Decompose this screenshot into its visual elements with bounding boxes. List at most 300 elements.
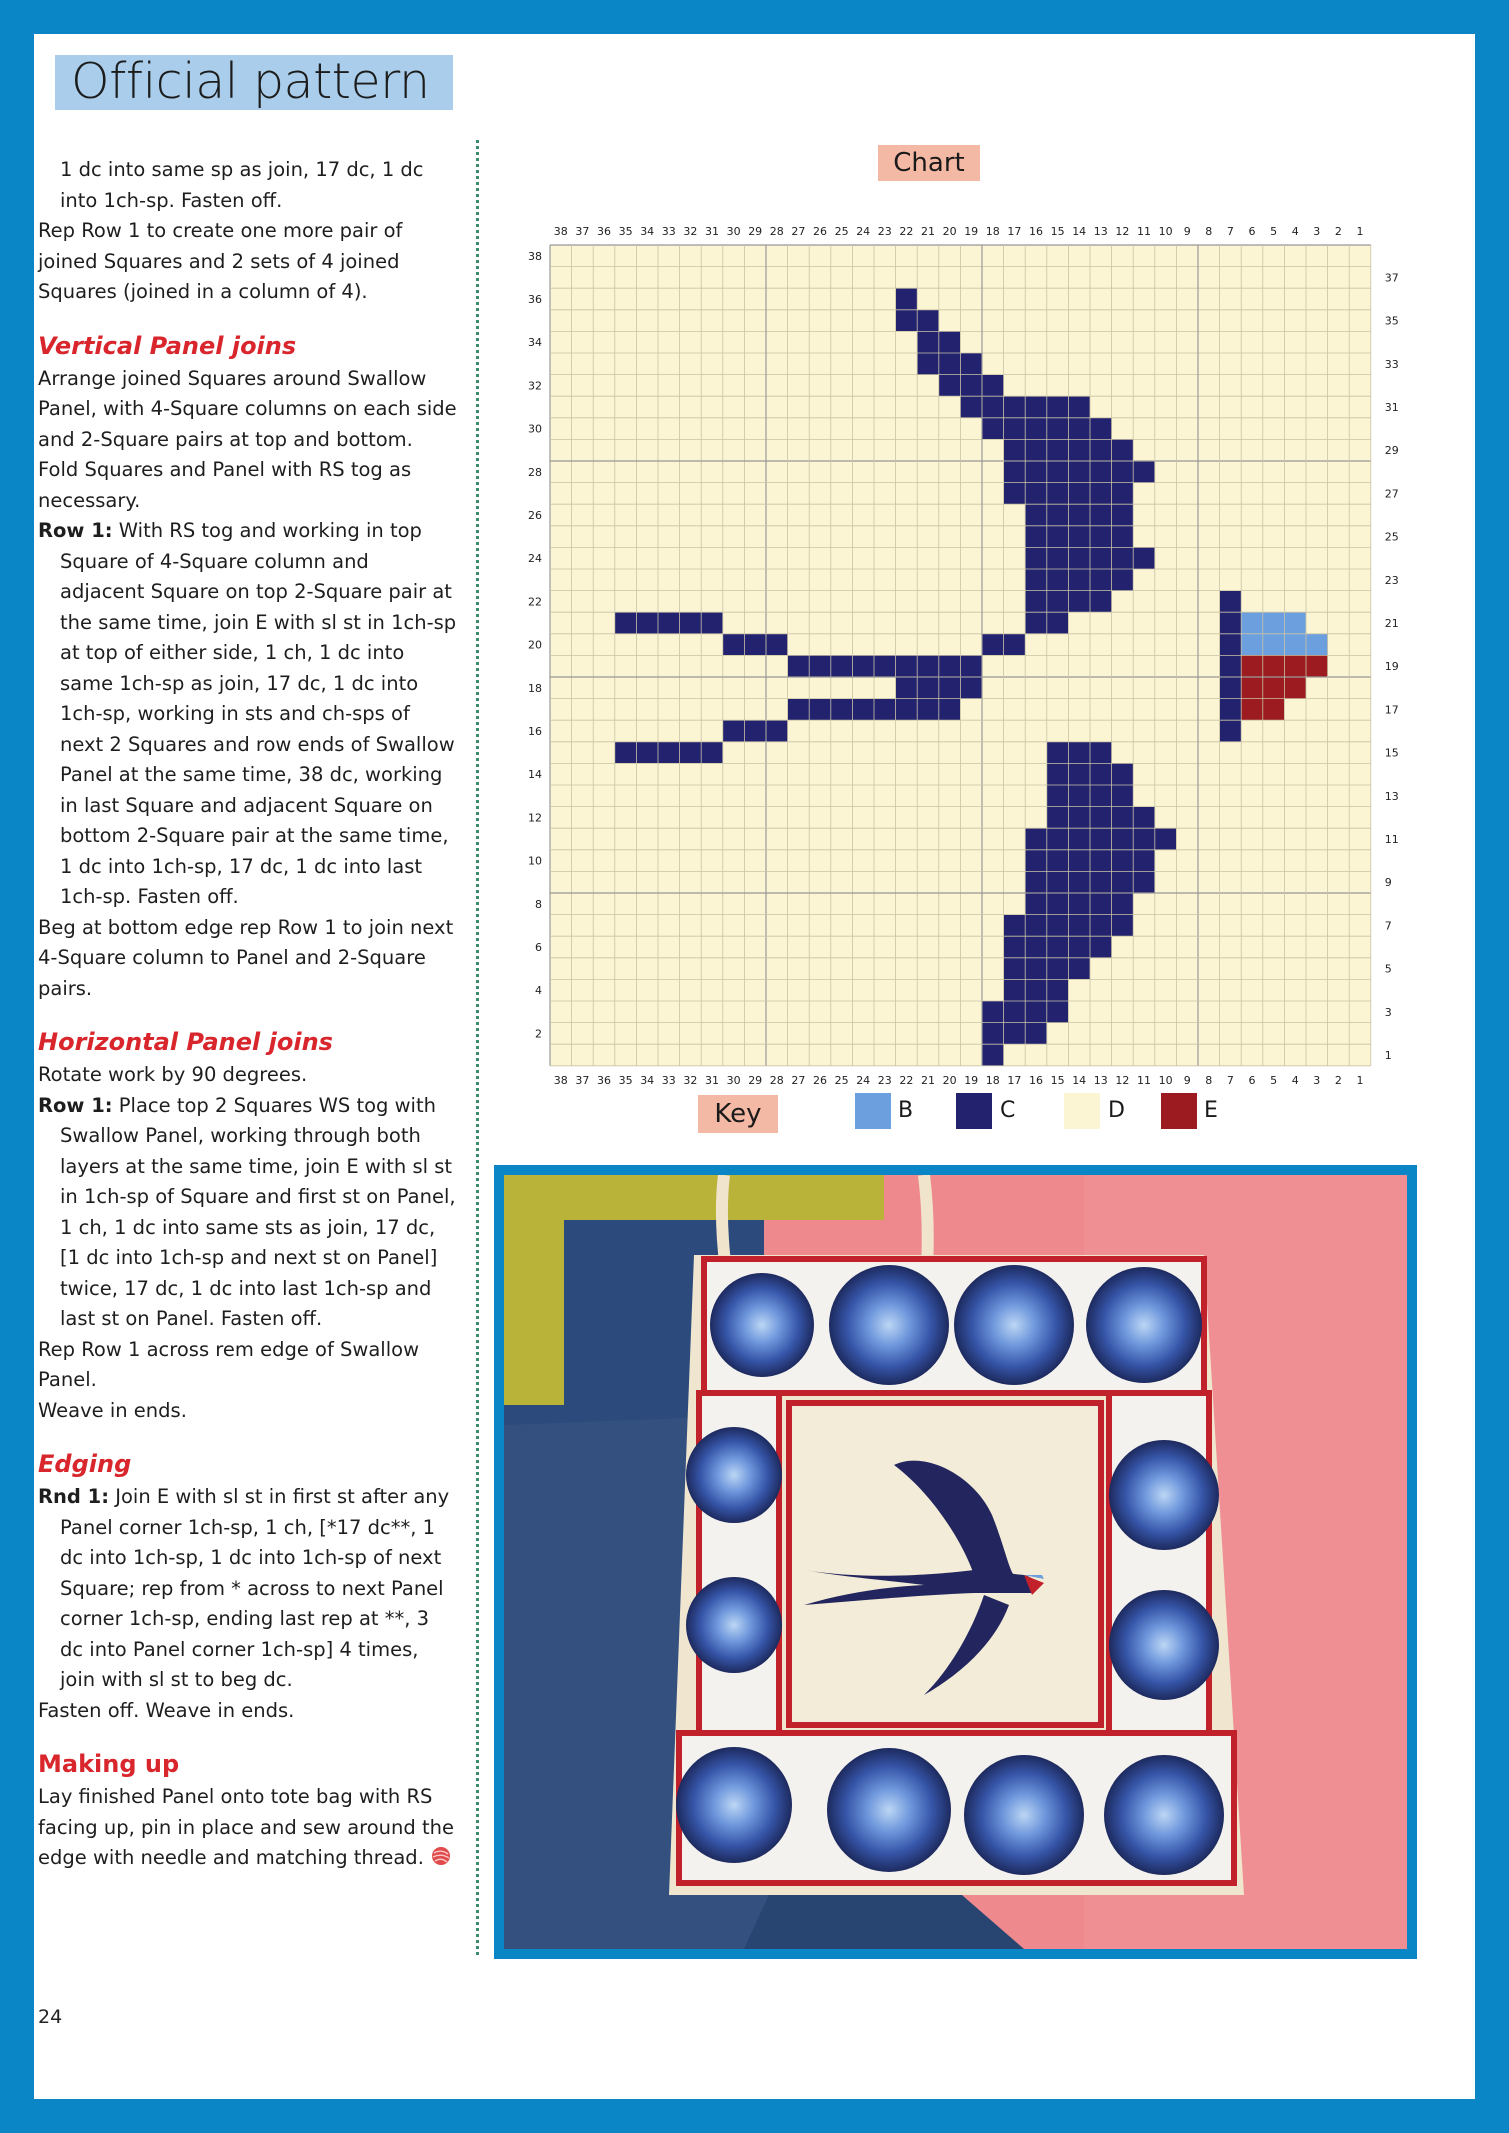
chart-cell-c <box>1004 396 1026 418</box>
chart-cell-c <box>874 655 896 677</box>
chart-cell-c <box>1004 936 1026 958</box>
yarn-ball-icon <box>430 1845 452 1867</box>
chart-cell-c <box>615 612 637 634</box>
chart-col-label-bottom: 1 <box>1356 1073 1364 1087</box>
chart-cell-c <box>1068 461 1090 483</box>
chart-cell-c <box>1090 504 1112 526</box>
chart-cell-c <box>1090 591 1112 613</box>
chart-row-label-right: 21 <box>1384 617 1399 630</box>
chart-col-label-top: 33 <box>661 225 676 238</box>
chart-row-label-right: 15 <box>1384 746 1399 760</box>
key-letter-b: B <box>898 1098 914 1123</box>
chart-cell-e <box>1241 677 1263 699</box>
chart-col-label-top: 38 <box>553 225 568 238</box>
chart-cell-c <box>1220 591 1242 613</box>
chart-cell-c <box>1025 569 1047 591</box>
key-swatch-c <box>956 1093 992 1129</box>
chart-cell-b <box>1241 612 1263 634</box>
chart-col-label-top: 15 <box>1050 225 1065 238</box>
chart-cell-c <box>1047 504 1069 526</box>
chart-cell-c <box>1220 677 1242 699</box>
chart-cell-c <box>1004 461 1026 483</box>
chart-cell-c <box>1112 461 1134 483</box>
chart-cell-c <box>1133 871 1155 893</box>
chart-row-label-left: 38 <box>528 249 542 263</box>
chart-cell-c <box>1025 871 1047 893</box>
row-label: Rnd 1: <box>38 1485 110 1508</box>
chart-cell-c <box>1090 439 1112 461</box>
key-swatch-b <box>855 1093 891 1129</box>
chart-col-label-bottom: 34 <box>640 1073 655 1087</box>
chart-cell-c <box>1112 547 1134 569</box>
chart-cell-c <box>917 310 939 332</box>
chart-row-label-right: 29 <box>1384 444 1399 458</box>
key-letter-e: E <box>1204 1098 1218 1123</box>
chart-cell-c <box>982 396 1004 418</box>
chart-cell-c <box>852 699 874 721</box>
chart-cell-c <box>701 612 723 634</box>
chart-col-label-top: 22 <box>899 225 914 238</box>
chart-cell-c <box>1068 547 1090 569</box>
chart-cell-c <box>1090 569 1112 591</box>
chart-cell-c <box>636 742 658 764</box>
chart-cell-b <box>1284 634 1306 656</box>
chart-cell-c <box>723 634 745 656</box>
chart-cell-c <box>1112 483 1134 505</box>
chart-cell-c <box>1090 807 1112 829</box>
chart-cell-c <box>1047 569 1069 591</box>
chart-col-label-top: 12 <box>1115 225 1130 238</box>
chart-row-label-right: 1 <box>1384 1049 1392 1062</box>
chart-col-label-bottom: 2 <box>1334 1073 1342 1087</box>
chart-cell-e <box>1284 677 1306 699</box>
chart-col-label-top: 26 <box>813 225 827 238</box>
chart-col-label-top: 3 <box>1313 225 1321 238</box>
chart-col-label-top: 36 <box>597 225 611 238</box>
vertical-joins-row1 <box>38 516 458 913</box>
chart-cell-c <box>1090 418 1112 440</box>
chart-col-label-bottom: 5 <box>1270 1073 1278 1087</box>
chart-col-label-bottom: 7 <box>1226 1073 1234 1087</box>
chart-cell-c <box>1025 979 1047 1001</box>
chart-cell-c <box>1068 526 1090 548</box>
chart-cell-c <box>939 375 961 397</box>
chart-col-label-bottom: 28 <box>769 1073 784 1087</box>
chart-cell-c <box>1004 439 1026 461</box>
key-label: Key <box>698 1095 778 1133</box>
chart-cell-c <box>896 699 918 721</box>
chart-row-label-right: 11 <box>1384 833 1399 846</box>
chart-col-label-top: 17 <box>1007 225 1022 238</box>
chart-cell-c <box>1047 526 1069 548</box>
chart-cell-b <box>1284 612 1306 634</box>
chart-cell-e <box>1241 655 1263 677</box>
chart-col-label-top: 34 <box>640 225 655 238</box>
chart-row-label-left: 8 <box>535 897 542 911</box>
chart-cell-b <box>1263 612 1285 634</box>
chart-cell-c <box>1090 547 1112 569</box>
chart-cell-c <box>1004 483 1026 505</box>
chart-row-label-right: 27 <box>1384 487 1399 501</box>
chart-cell-c <box>1068 785 1090 807</box>
chart-cell-c <box>1047 742 1069 764</box>
chart-cell-c <box>766 720 788 742</box>
row-text: Join E with sl st in first st after any Panel corner 1ch-sp, 1 ch, [*17 dc**, 1 dc into 1ch-sp, 1 dc into 1ch-sp of next Square; rep from * across to next Panel corner 1ch-sp, ending last rep at **, 3 dc into Panel corner 1ch-sp] 4 times, join with sl st to beg dc. <box>60 1485 450 1691</box>
chart-cell-c <box>1068 742 1090 764</box>
chart-cell-c <box>982 1001 1004 1023</box>
chart-row-label-left: 30 <box>528 422 542 436</box>
chart-cell-c <box>615 742 637 764</box>
chart-col-label-bottom: 10 <box>1158 1073 1173 1087</box>
chart-cell-c <box>1090 526 1112 548</box>
chart-col-label-top: 25 <box>834 225 849 238</box>
chart-cell-c <box>1068 591 1090 613</box>
chart-col-label-bottom: 8 <box>1205 1073 1213 1087</box>
chart-col-label-top: 31 <box>705 225 719 238</box>
chart-col-label-top: 10 <box>1158 225 1173 238</box>
chart-row-label-left: 34 <box>528 336 542 350</box>
chart-col-label-bottom: 4 <box>1291 1073 1299 1087</box>
chart-cell-c <box>1068 828 1090 850</box>
vertical-joins-intro: Arrange joined Squares around Swallow Panel, with 4-Square columns on each side and 2-Square pairs at top and bottom. Fold Squares and Panel with RS tog as necessary. <box>38 366 457 512</box>
chart-cell-c <box>874 699 896 721</box>
chart-cell-c <box>1112 807 1134 829</box>
chart-cell-c <box>1025 547 1047 569</box>
chart-col-label-top: 27 <box>791 225 806 238</box>
chart-cell-c <box>1068 418 1090 440</box>
chart-cell-c <box>701 742 723 764</box>
chart-label: Chart <box>878 145 980 181</box>
chart-col-label-bottom: 6 <box>1248 1073 1256 1087</box>
chart-cell-e <box>1263 655 1285 677</box>
chart-col-label-top: 2 <box>1334 225 1342 238</box>
chart-col-label-bottom: 29 <box>748 1073 763 1087</box>
chart-row-label-left: 6 <box>535 941 542 954</box>
chart-cell-c <box>1025 504 1047 526</box>
instructions-column <box>38 155 458 1874</box>
chart-row-label-left: 24 <box>528 552 542 566</box>
chart-cell-e <box>1284 655 1306 677</box>
chart-cell-e <box>1263 677 1285 699</box>
chart-cell-c <box>680 742 702 764</box>
chart-col-label-bottom: 14 <box>1072 1073 1087 1087</box>
chart-col-label-top: 24 <box>856 225 871 238</box>
chart-cell-c <box>1133 807 1155 829</box>
chart-row-label-right: 9 <box>1384 876 1392 890</box>
row-label: Row 1: <box>38 519 113 542</box>
chart-cell-c <box>1068 893 1090 915</box>
chart-col-label-bottom: 25 <box>834 1073 849 1087</box>
row-label: Row 1: <box>38 1093 113 1117</box>
chart-cell-c <box>723 720 745 742</box>
chart-cell-c <box>1112 915 1134 937</box>
chart-row-label-left: 26 <box>528 509 542 522</box>
chart-cell-b <box>1241 634 1263 656</box>
chart-cell-c <box>917 353 939 375</box>
chart-cell-c <box>1155 828 1177 850</box>
chart-col-label-top: 37 <box>575 225 590 238</box>
chart-col-label-bottom: 15 <box>1050 1073 1065 1087</box>
chart-row-label-right: 13 <box>1384 789 1399 803</box>
chart-row-label-left: 12 <box>528 811 542 825</box>
chart-cell-b <box>1306 634 1328 656</box>
chart-col-label-bottom: 36 <box>597 1073 611 1087</box>
chart-cell-c <box>960 375 982 397</box>
chart-cell-c <box>1025 418 1047 440</box>
chart-cell-c <box>1112 850 1134 872</box>
chart-col-label-bottom: 30 <box>726 1073 741 1087</box>
chart-cell-c <box>1025 483 1047 505</box>
colorwork-chart <box>470 185 1430 1105</box>
chart-cell-c <box>1047 850 1069 872</box>
chart-cell-c <box>1112 828 1134 850</box>
chart-cell-c <box>1047 893 1069 915</box>
page-title: Official pattern <box>71 53 430 110</box>
chart-cell-c <box>788 699 810 721</box>
chart-cell-c <box>1220 699 1242 721</box>
chart-cell-c <box>1047 547 1069 569</box>
chart-row-label-right: 17 <box>1384 703 1399 717</box>
tote-bag-photo-frame <box>494 1165 1417 1959</box>
chart-col-label-top: 16 <box>1029 225 1043 238</box>
chart-cell-c <box>960 353 982 375</box>
chart-cell-c <box>1047 461 1069 483</box>
chart-cell-c <box>1068 958 1090 980</box>
chart-cell-c <box>1090 871 1112 893</box>
chart-cell-c <box>1090 893 1112 915</box>
horizontal-joins-after2: Weave in ends. <box>38 1398 187 1422</box>
chart-col-label-top: 35 <box>618 225 633 238</box>
intro-continuation: 1 dc into same sp as join, 17 dc, 1 dc into 1ch-sp. Fasten off. <box>60 158 424 212</box>
chart-cell-c <box>1025 828 1047 850</box>
chart-col-label-bottom: 17 <box>1007 1073 1022 1087</box>
chart-col-label-top: 18 <box>985 225 1000 238</box>
chart-cell-c <box>1025 936 1047 958</box>
key-swatch-e <box>1161 1093 1197 1129</box>
chart-col-label-bottom: 31 <box>705 1073 719 1087</box>
chart-col-label-bottom: 27 <box>791 1073 806 1087</box>
chart-cell-c <box>896 655 918 677</box>
chart-cell-c <box>982 418 1004 440</box>
chart-cell-c <box>939 655 961 677</box>
chart-cell-c <box>1004 958 1026 980</box>
chart-col-label-top: 13 <box>1093 225 1108 238</box>
chart-cell-c <box>1025 893 1047 915</box>
chart-row-label-right: 35 <box>1384 314 1399 328</box>
chart-cell-c <box>1025 591 1047 613</box>
making-up-text <box>38 1782 458 1874</box>
chart-row-label-left: 14 <box>528 768 542 782</box>
chart-cell-c <box>1025 958 1047 980</box>
chart-col-label-top: 9 <box>1183 225 1191 238</box>
making-up-heading: Making up <box>38 1750 180 1778</box>
page-number: 24 <box>38 2006 63 2028</box>
chart-cell-c <box>1047 483 1069 505</box>
chart-cell-c <box>1047 807 1069 829</box>
chart-cell-c <box>658 742 680 764</box>
chart-cell-c <box>960 655 982 677</box>
chart-row-label-right: 25 <box>1384 530 1399 544</box>
chart-cell-c <box>1090 850 1112 872</box>
chart-cell-c <box>1047 936 1069 958</box>
chart-cell-c <box>1025 526 1047 548</box>
chart-row-label-left: 28 <box>528 465 542 479</box>
chart-cell-c <box>1068 807 1090 829</box>
chart-cell-c <box>896 310 918 332</box>
chart-cell-c <box>1025 915 1047 937</box>
chart-col-label-bottom: 11 <box>1137 1073 1151 1087</box>
chart-cell-c <box>1004 634 1026 656</box>
horizontal-joins-heading: Horizontal Panel joins <box>38 1028 333 1056</box>
chart-cell-c <box>1133 547 1155 569</box>
chart-row-label-left: 10 <box>528 854 542 868</box>
chart-cell-c <box>1004 915 1026 937</box>
chart-cell-c <box>1068 850 1090 872</box>
vertical-joins-after: Beg at bottom edge rep Row 1 to join next 4-Square column to Panel and 2-Square pairs. <box>38 915 454 1000</box>
chart-cell-c <box>1112 785 1134 807</box>
chart-col-label-bottom: 33 <box>661 1073 676 1087</box>
chart-row-label-right: 23 <box>1384 573 1399 587</box>
chart-col-label-bottom: 35 <box>618 1073 633 1087</box>
chart-col-label-bottom: 9 <box>1183 1073 1191 1087</box>
chart-cell-c <box>1047 958 1069 980</box>
chart-row-label-right: 33 <box>1384 357 1399 371</box>
chart-cell-c <box>1090 828 1112 850</box>
horizontal-joins-intro: Rotate work by 90 degrees. <box>38 1063 308 1086</box>
chart-cell-c <box>852 655 874 677</box>
chart-cell-c <box>1220 720 1242 742</box>
chart-cell-c <box>1047 915 1069 937</box>
chart-cell-c <box>831 655 853 677</box>
chart-cell-c <box>982 1023 1004 1045</box>
chart-cell-c <box>1068 439 1090 461</box>
chart-row-label-left: 20 <box>528 638 542 652</box>
horizontal-joins-after1: Rep Row 1 across rem edge of Swallow Panel. <box>38 1337 420 1391</box>
edging-heading: Edging <box>38 1450 132 1478</box>
chart-cell-c <box>1220 655 1242 677</box>
chart-row-label-left: 16 <box>528 725 542 738</box>
chart-row-label-left: 2 <box>535 1027 542 1041</box>
chart-cell-c <box>1047 828 1069 850</box>
chart-cell-c <box>1090 915 1112 937</box>
chart-col-label-top: 20 <box>942 225 957 238</box>
chart-col-label-top: 19 <box>964 225 979 238</box>
chart-row-label-left: 22 <box>528 595 542 609</box>
chart-cell-b <box>1263 634 1285 656</box>
chart-cell-c <box>1112 504 1134 526</box>
chart-col-label-top: 32 <box>683 225 698 238</box>
intro-rep: Rep Row 1 to create one more pair of joined Squares and 2 sets of 4 joined Squares (joined in a column of 4). <box>38 219 403 303</box>
chart-cell-c <box>939 699 961 721</box>
key-letter-d: D <box>1108 1098 1125 1123</box>
vertical-joins-heading: Vertical Panel joins <box>38 331 297 360</box>
chart-row-label-right: 5 <box>1384 962 1392 976</box>
tote-bag-photo <box>504 1175 1407 1949</box>
chart-cell-c <box>1025 439 1047 461</box>
row-text: Place top 2 Squares WS tog with Swallow Panel, working through both layers at the same time, join E with sl st in 1ch-sp of Square and first st on Panel, 1 ch, 1 dc into same sts as join, 17 dc, [1 dc into 1ch-sp and next st on Panel] twice, 17 dc, 1 dc into last 1ch-sp and last st on Panel. Fasten off. <box>60 1093 456 1330</box>
chart-row-label-right: 3 <box>1384 1005 1392 1019</box>
chart-cell-c <box>1004 979 1026 1001</box>
chart-col-label-bottom: 19 <box>964 1073 979 1087</box>
chart-cell-c <box>1047 591 1069 613</box>
chart-col-label-top: 30 <box>726 225 741 238</box>
horizontal-joins-row1 <box>38 1091 458 1335</box>
chart-cell-c <box>1047 418 1069 440</box>
chart-cell-c <box>1004 1001 1026 1023</box>
chart-row-label-left: 18 <box>528 681 542 695</box>
chart-col-label-bottom: 3 <box>1313 1073 1321 1087</box>
chart-col-label-top: 1 <box>1356 225 1364 238</box>
chart-cell-c <box>1025 850 1047 872</box>
chart-col-label-top: 21 <box>921 225 935 238</box>
chart-cell-c <box>1220 612 1242 634</box>
chart-col-label-bottom: 38 <box>553 1073 568 1087</box>
chart-col-label-bottom: 26 <box>813 1073 827 1087</box>
chart-col-label-bottom: 21 <box>921 1073 935 1087</box>
chart-cell-c <box>1004 418 1026 440</box>
chart-cell-c <box>680 612 702 634</box>
chart-cell-c <box>982 375 1004 397</box>
chart-cell-c <box>1112 893 1134 915</box>
chart-cell-c <box>1047 396 1069 418</box>
chart-cell-c <box>1112 871 1134 893</box>
chart-cell-c <box>1047 763 1069 785</box>
chart-row-label-right: 19 <box>1384 660 1399 674</box>
chart-cell-c <box>1025 612 1047 634</box>
chart-cell-c <box>1090 785 1112 807</box>
page-title-banner <box>55 55 453 110</box>
chart-cell-c <box>1090 763 1112 785</box>
chart-cell-c <box>1090 936 1112 958</box>
chart-row-label-right: 31 <box>1384 401 1399 414</box>
chart-cell-c <box>1047 785 1069 807</box>
chart-col-label-top: 14 <box>1072 225 1087 238</box>
chart-cell-c <box>939 353 961 375</box>
chart-cell-c <box>939 331 961 353</box>
chart-cell-c <box>939 677 961 699</box>
chart-cell-c <box>1068 504 1090 526</box>
chart-cell-c <box>658 612 680 634</box>
chart-cell-c <box>744 634 766 656</box>
chart-cell-c <box>636 612 658 634</box>
chart-cell-c <box>788 655 810 677</box>
chart-col-label-top: 8 <box>1205 225 1213 238</box>
chart-col-label-bottom: 20 <box>942 1073 957 1087</box>
chart-col-label-bottom: 22 <box>899 1073 914 1087</box>
chart-col-label-top: 4 <box>1291 225 1299 238</box>
chart-cell-c <box>1090 742 1112 764</box>
chart-cell-c <box>1047 871 1069 893</box>
chart-col-label-bottom: 12 <box>1115 1073 1130 1087</box>
chart-row-label-left: 32 <box>528 379 542 393</box>
chart-cell-c <box>1068 915 1090 937</box>
chart-col-label-bottom: 23 <box>877 1073 892 1087</box>
chart-cell-c <box>1133 828 1155 850</box>
chart-cell-c <box>1004 1023 1026 1045</box>
chart-col-label-top: 11 <box>1137 225 1151 238</box>
chart-cell-c <box>1025 1023 1047 1045</box>
chart-cell-c <box>1068 936 1090 958</box>
chart-cell-e <box>1306 655 1328 677</box>
chart-col-label-bottom: 24 <box>856 1073 871 1087</box>
chart-cell-c <box>1090 483 1112 505</box>
chart-cell-c <box>1025 396 1047 418</box>
chart-cell-c <box>917 677 939 699</box>
chart-cell-c <box>982 1044 1004 1066</box>
chart-col-label-top: 23 <box>877 225 892 238</box>
chart-cell-c <box>1068 483 1090 505</box>
chart-cell-c <box>809 655 831 677</box>
